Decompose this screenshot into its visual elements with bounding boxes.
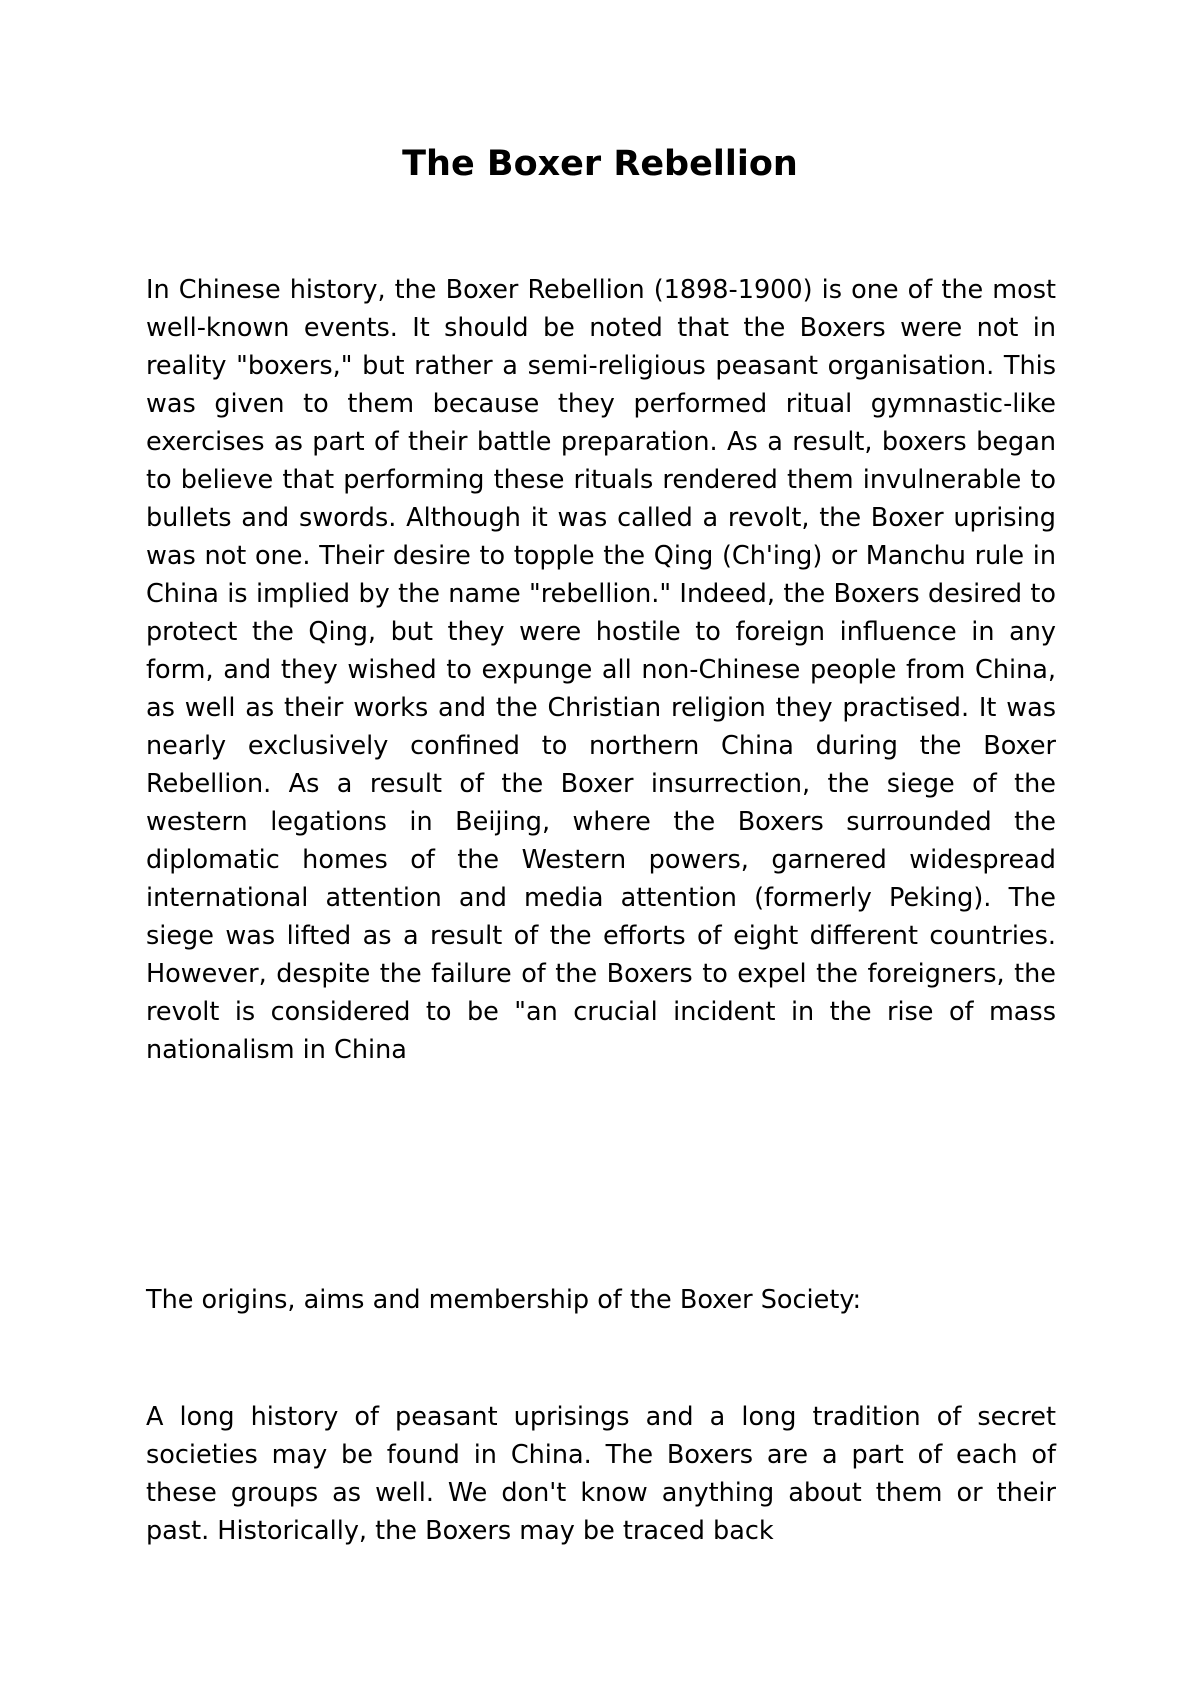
intro-paragraph: In Chinese history, the Boxer Rebellion (1898-1900) is one of the most well-known events. It should be noted that the Boxers were not in reality "boxers," but rather a semi-religious peasant organisation. This was given to them because they performed ritual gymnastic-like exercises as part of their battle preparation. As a result, boxers began to believe that performing these rituals rendered them invulnerable to bullets and swords. Although it was called a revolt, the Boxer uprising was not one. Their desire to topple the Qing (Ch'ing) or Manchu rule in China is implied by the name "rebellion." Indeed, the Boxers desired to protect the Qing, but they were hostile to foreign influence in any form, and they wished to expunge all non-Chinese people from China, as well as their works and the Christian religion they practised. It was nearly exclusively confined to northern China during the Boxer Rebellion. As a result of the Boxer insurrection, the siege of the western legations in Beijing, where the Boxers surrounded the diplomatic homes of the Western powers, garnered widespread international attention and media attention (formerly Peking). The siege was lifted as a result of the efforts of eight different countries. However, despite the failure of the Boxers to expel the foreigners, the revolt is considered to be "an crucial incident in the rise of mass nationalism in China [146, 275, 1056, 1065]
document-title: The Boxer Rebellion [402, 144, 798, 184]
section-heading: The origins, aims and membership of the Boxer Society: [146, 1285, 862, 1315]
section-paragraph: A long history of peasant uprisings and a long tradition of secret societies may be found in China. The Boxers are a part of each of these groups as well. We don't know anything about them or their past. Historically, the Boxers may be traced back [146, 1402, 1056, 1546]
